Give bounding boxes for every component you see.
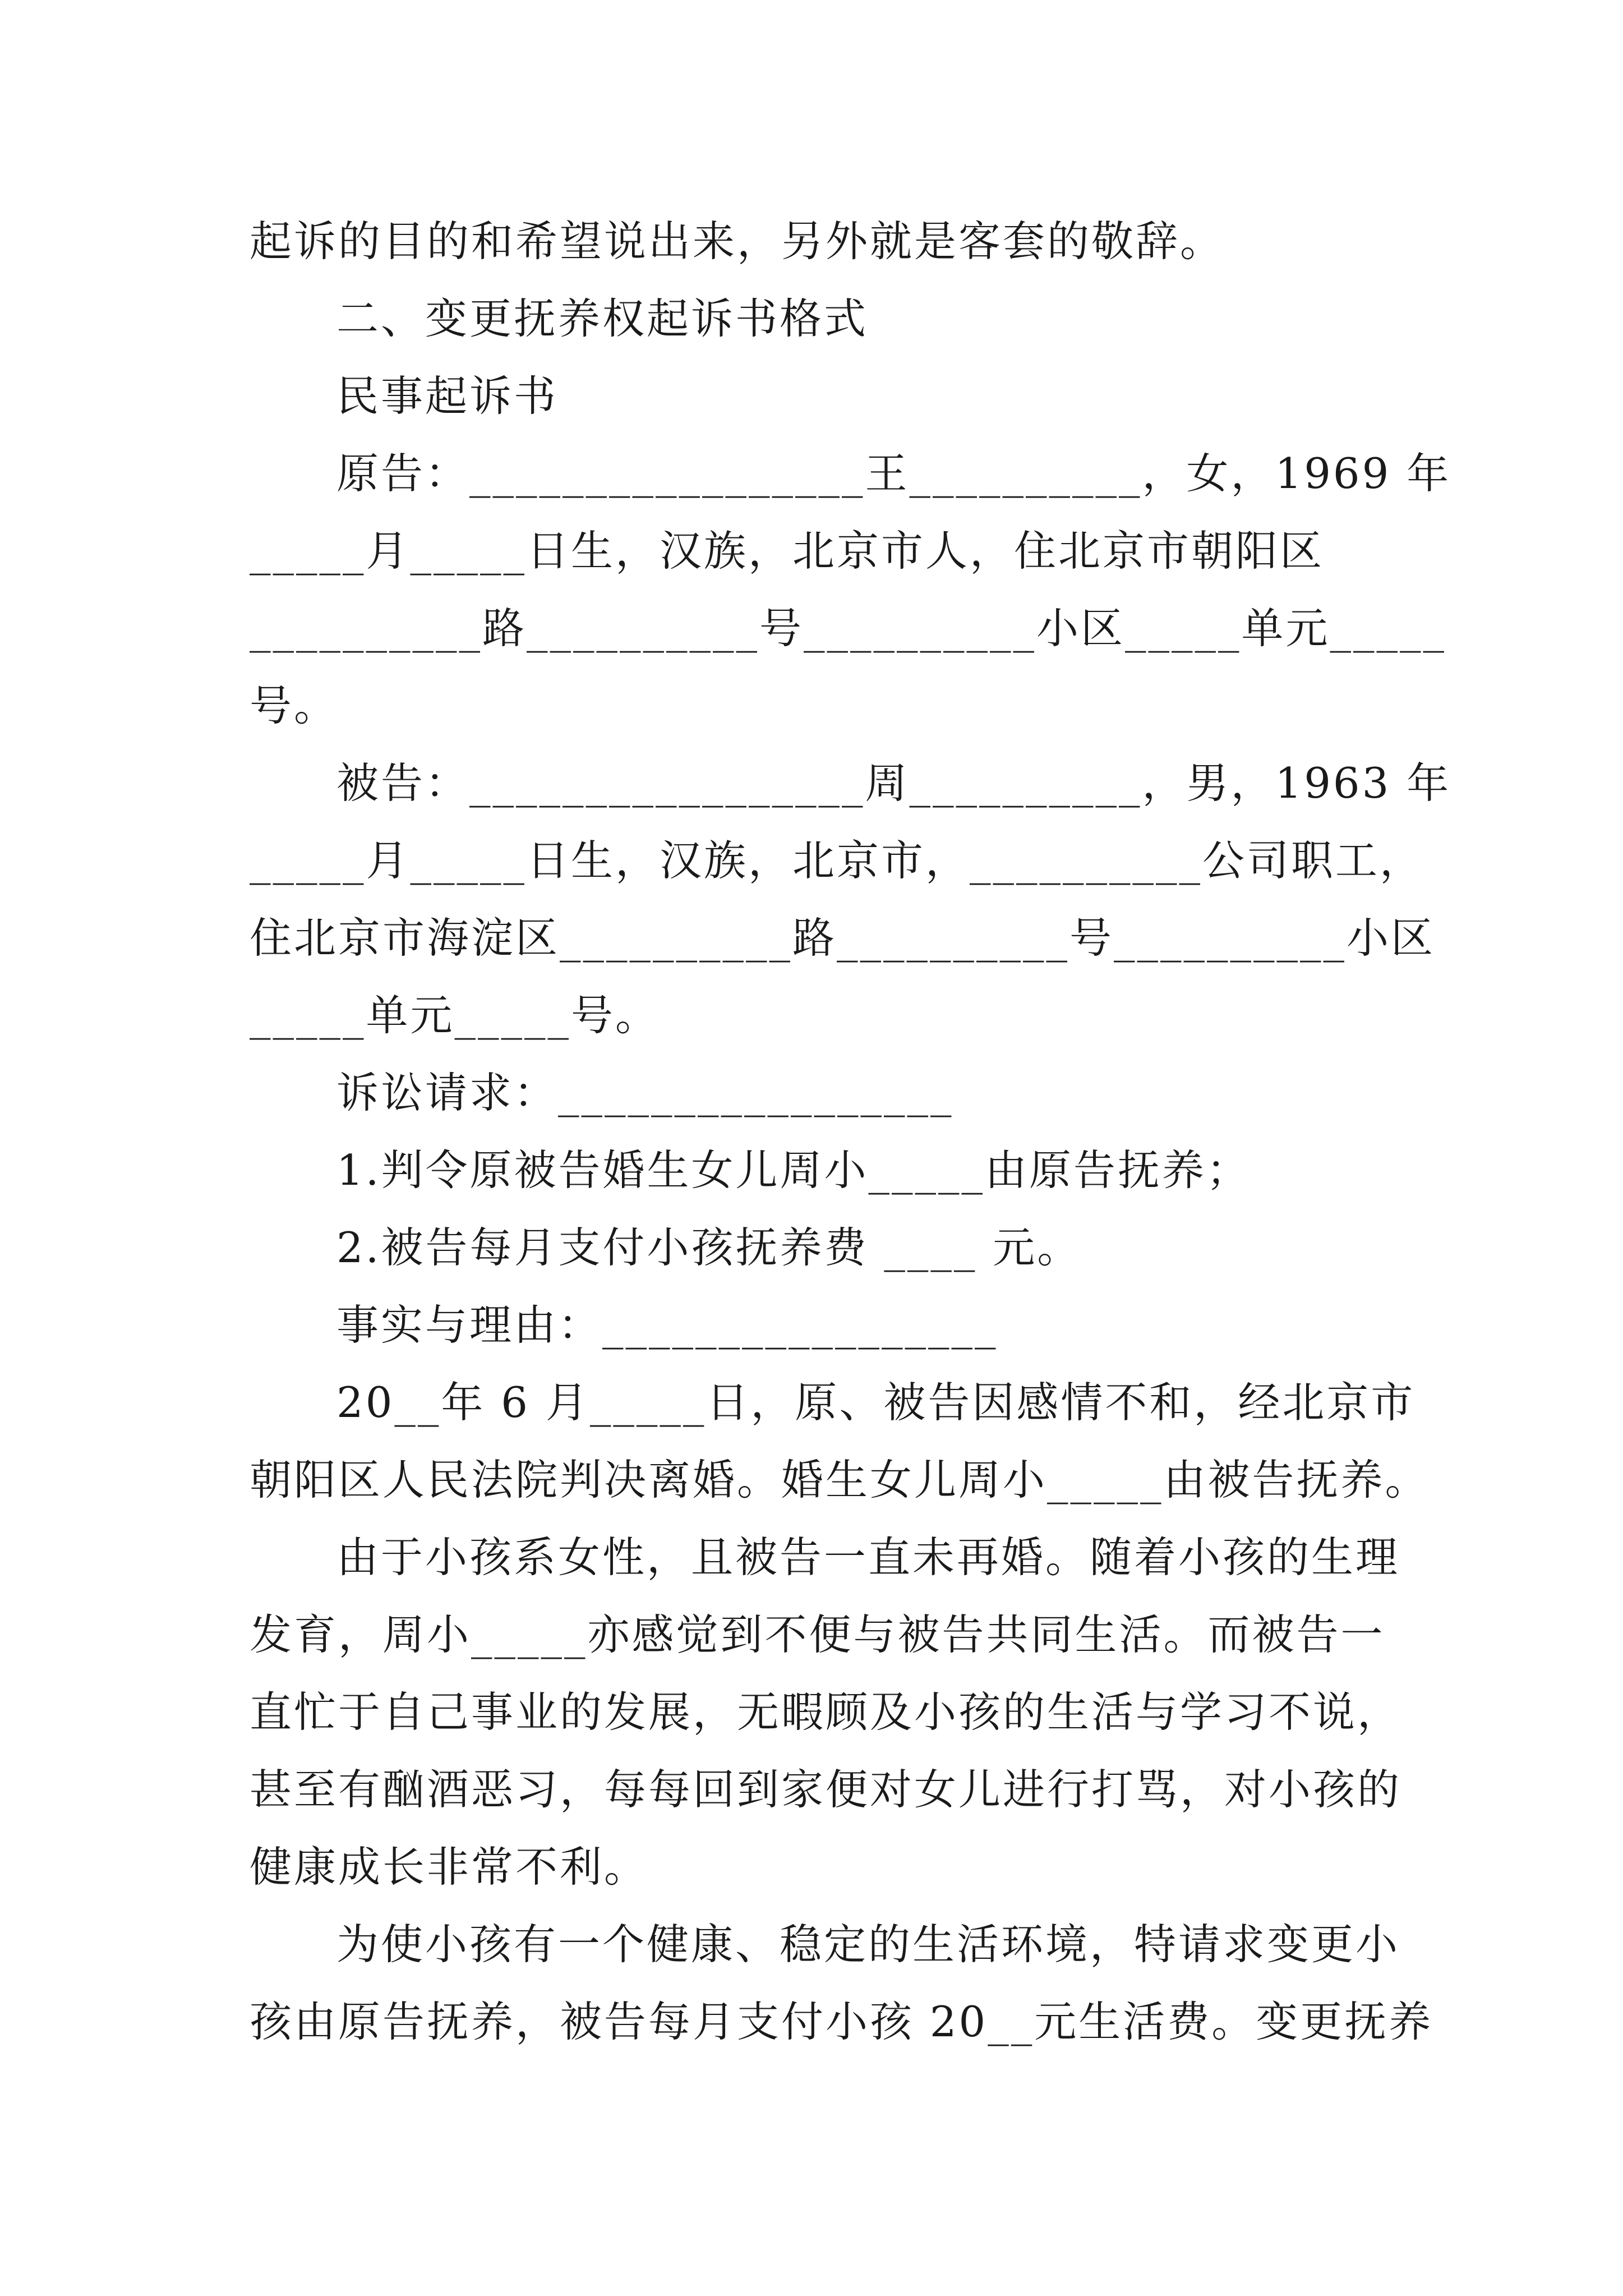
text-line: 号。: [250, 681, 339, 730]
text-line: 20__年 6 月_____日，原、被告因感情不和，经北京市: [336, 1378, 1415, 1427]
text-line: 朝阳区人民法院判决离婚。婚生女儿周小_____由被告抚养。: [250, 1455, 1430, 1504]
text-line: 健康成长非常不利。: [250, 1842, 649, 1892]
text-line: 诉讼请求：_________________: [336, 1068, 954, 1117]
text-line: 原告：_________________王__________，女，1969 年: [336, 449, 1451, 498]
text-line: 孩由原告抚养，被告每月支付小孩 20__元生活费。变更抚养: [250, 1997, 1433, 2046]
text-line: 1.判令原被告婚生女儿周小_____由原告抚养；: [336, 1145, 1251, 1195]
document-title: 民事起诉书: [336, 371, 559, 421]
text-line: 起诉的目的和希望说出来，另外就是客套的敬辞。: [250, 217, 1225, 266]
text-line: __________路__________号__________小区_____单元_____: [250, 604, 1447, 653]
text-line: _____月_____日生，汉族，北京市人，住北京市朝阳区: [250, 526, 1325, 576]
text-line: _____单元_____号。: [250, 991, 660, 1040]
text-line: 为使小孩有一个健康、稳定的生活环境，特请求变更小: [336, 1920, 1400, 1969]
text-line: 2.被告每月支付小孩抚养费 ____ 元。: [336, 1223, 1082, 1272]
text-line: 事实与理由：_________________: [336, 1300, 998, 1350]
text-line: 发育，周小_____亦感觉到不便与被告共同生活。而被告一: [250, 1610, 1385, 1659]
text-line: 甚至有酗酒恶习，每每回到家便对女儿进行打骂，对小孩的: [250, 1765, 1402, 1814]
text-line: _____月_____日生，汉族，北京市，__________公司职工，: [250, 836, 1424, 885]
text-line: 由于小孩系女性，且被告一直未再婚。随着小孩的生理: [336, 1533, 1400, 1582]
section-heading: 二、变更抚养权起诉书格式: [336, 294, 869, 343]
text-line: 被告：_________________周__________，男，1963 年: [336, 758, 1451, 808]
text-line: 直忙于自己事业的发展，无暇顾及小孩的生活与学习不说，: [250, 1687, 1402, 1737]
text-line: 住北京市海淀区__________路__________号__________小区: [250, 913, 1436, 963]
